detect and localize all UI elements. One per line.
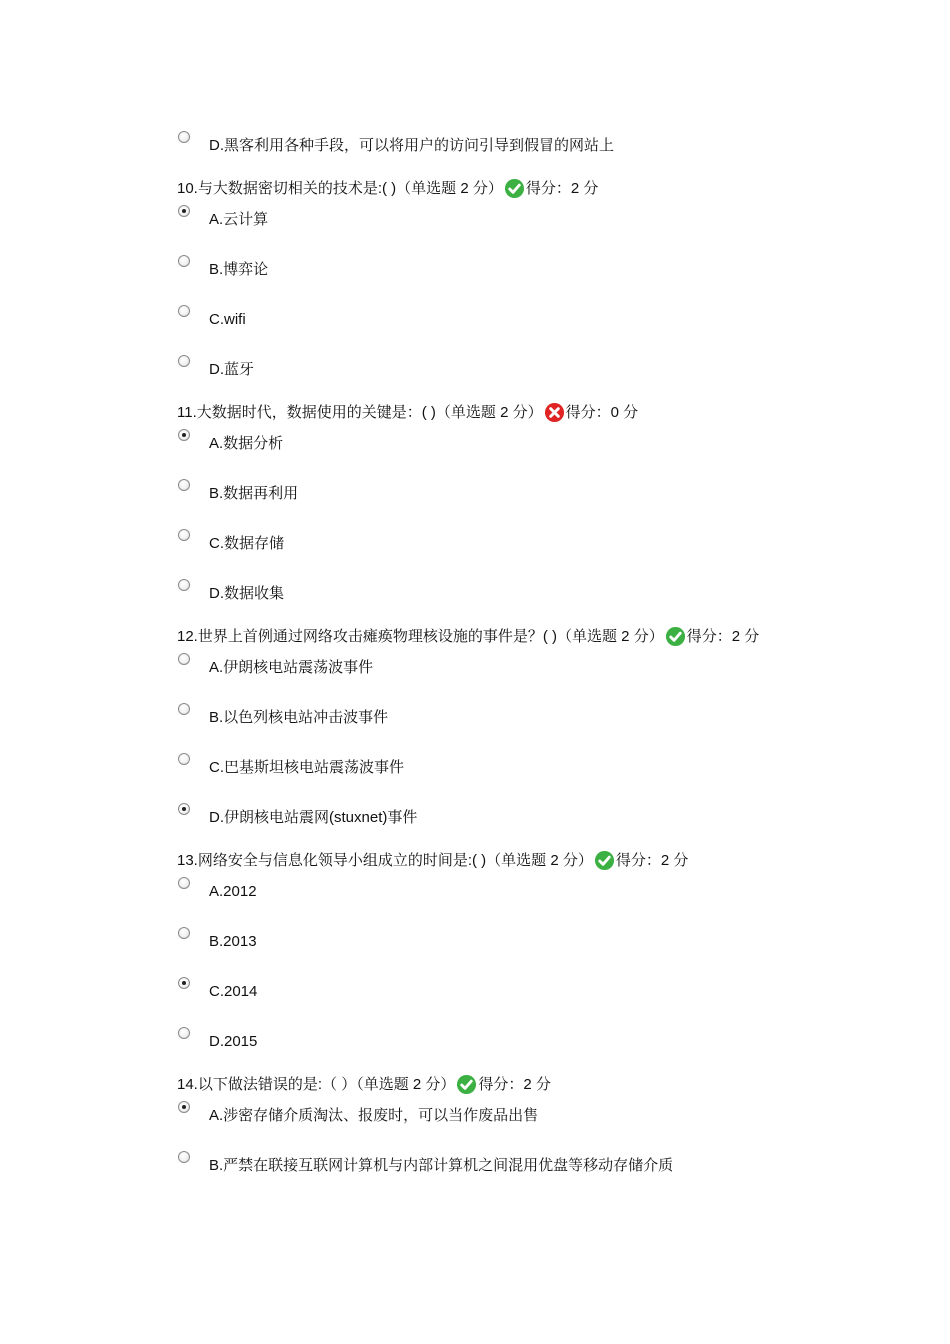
cross-icon	[544, 402, 565, 423]
radio-button[interactable]	[178, 131, 190, 143]
radio-button[interactable]	[178, 753, 190, 765]
option-label: A.数据分析	[209, 435, 284, 452]
answer-option[interactable]	[178, 529, 878, 553]
question-14	[177, 1074, 551, 1095]
radio-button[interactable]	[178, 479, 190, 491]
radio-button-selected[interactable]	[178, 205, 190, 217]
answer-option[interactable]	[178, 429, 878, 453]
leading-option[interactable]	[178, 131, 878, 155]
option-label: B.数据再利用	[209, 485, 299, 502]
question-score: 得分：2 分	[686, 627, 760, 645]
option-label: A.伊朗核电站震荡波事件	[209, 659, 374, 676]
radio-button-selected[interactable]	[178, 977, 190, 989]
option-label: A.云计算	[209, 211, 269, 228]
answer-option[interactable]	[178, 753, 878, 777]
question-score: 得分：2 分	[615, 851, 689, 869]
check-icon	[665, 626, 686, 647]
radio-button[interactable]	[178, 877, 190, 889]
question-12	[177, 626, 759, 647]
radio-button[interactable]	[178, 355, 190, 367]
answer-option[interactable]	[178, 355, 878, 379]
check-icon	[594, 850, 615, 871]
answer-option[interactable]	[178, 977, 878, 1001]
answer-option[interactable]	[178, 479, 878, 503]
radio-button-selected[interactable]	[178, 1101, 190, 1113]
answer-option[interactable]	[178, 927, 878, 951]
answer-option[interactable]	[178, 255, 878, 279]
option-label: D.蓝牙	[209, 361, 255, 378]
question-score: 得分：2 分	[525, 179, 599, 197]
question-prompt: 12.世界上首例通过网络攻击瘫痪物理核设施的事件是？( )（单选题 2 分）	[177, 627, 664, 645]
option-label: D.伊朗核电站震网(stuxnet)事件	[209, 809, 418, 826]
radio-button[interactable]	[178, 653, 190, 665]
question-prompt: 11.大数据时代，数据使用的关键是：( )（单选题 2 分）	[177, 403, 543, 421]
radio-button[interactable]	[178, 1027, 190, 1039]
question-prompt: 13.网络安全与信息化领导小组成立的时间是:( )（单选题 2 分）	[177, 851, 593, 869]
option-label: D.数据收集	[209, 585, 285, 602]
option-label: A.2012	[209, 883, 257, 900]
answer-option[interactable]	[178, 205, 878, 229]
option-label: B.严禁在联接互联网计算机与内部计算机之间混用优盘等移动存储介质	[209, 1157, 674, 1174]
answer-option[interactable]	[178, 653, 878, 677]
question-10	[177, 178, 598, 199]
option-label: B.博弈论	[209, 261, 269, 278]
radio-button[interactable]	[178, 255, 190, 267]
answer-option[interactable]	[178, 703, 878, 727]
option-label: B.以色列核电站冲击波事件	[209, 709, 389, 726]
answer-option[interactable]	[178, 305, 878, 329]
question-prompt: 14.以下做法错误的是:（ ）（单选题 2 分）	[177, 1075, 456, 1093]
answer-option[interactable]	[178, 877, 878, 901]
radio-button[interactable]	[178, 927, 190, 939]
answer-option[interactable]	[178, 1151, 878, 1175]
question-prompt: 10.与大数据密切相关的技术是:( )（单选题 2 分）	[177, 179, 503, 197]
question-score: 得分：0 分	[565, 403, 639, 421]
question-score: 得分：2 分	[478, 1075, 551, 1093]
option-label: D.2015	[209, 1033, 258, 1050]
answer-option[interactable]	[178, 579, 878, 603]
question-11	[177, 402, 638, 423]
radio-button[interactable]	[178, 305, 190, 317]
question-13	[177, 850, 688, 871]
radio-button-selected[interactable]	[178, 429, 190, 441]
answer-option[interactable]	[178, 803, 878, 827]
check-icon	[456, 1074, 477, 1095]
radio-button[interactable]	[178, 1151, 190, 1163]
answer-option[interactable]	[178, 1101, 878, 1125]
option-label: C.巴基斯坦核电站震荡波事件	[209, 759, 405, 776]
radio-button[interactable]	[178, 529, 190, 541]
radio-button[interactable]	[178, 703, 190, 715]
option-label: B.2013	[209, 933, 257, 950]
check-icon	[504, 178, 525, 199]
answer-option[interactable]	[178, 1027, 878, 1051]
option-label: C.2014	[209, 983, 258, 1000]
option-label: A.涉密存储介质淘汰、报废时，可以当作废品出售	[209, 1107, 539, 1124]
option-label: C.数据存储	[209, 535, 285, 552]
radio-button[interactable]	[178, 579, 190, 591]
radio-button-selected[interactable]	[178, 803, 190, 815]
option-label: D.黑客利用各种手段，可以将用户的访问引导到假冒的网站上	[209, 137, 615, 154]
option-label: C.wifi	[209, 311, 246, 328]
